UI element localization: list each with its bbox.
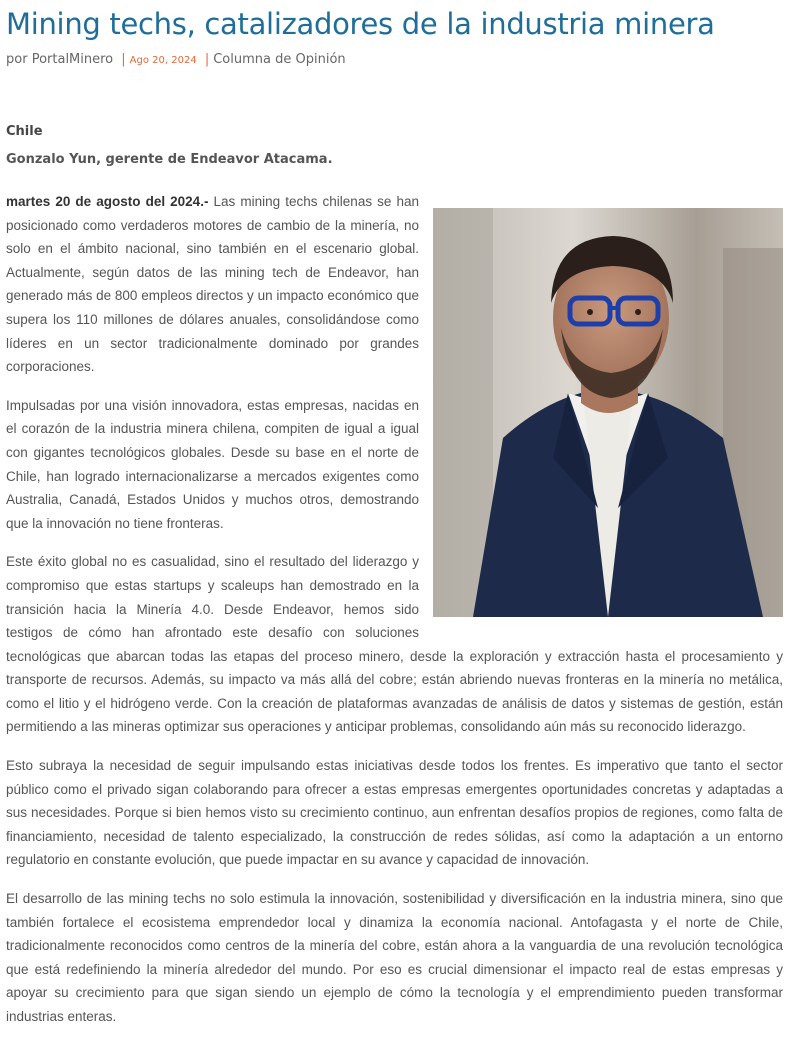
paragraph-1-text: Las mining techs chilenas se han posicionado como verdaderos motores de cambio de la minería, no solo en el ámbito nacional, sino también en el escenario global. Actualmente, según datos de las mining tech de Endeavor, han generado más de 800 empleos directos y un impacto económico que supera los 110 millones de dólares anuales, consolidándose como líderes en un sector tradicionalmente dominado por grandes corporaciones.: [6, 194, 419, 375]
paragraph-3: Este éxito global no es casualidad, sino el resultado del liderazgo y compromiso que estas startups y scaleups han demostrado en la transición hacia la Minería 4.0. Desde Endeavor, hemos sido testigos de cómo han afrontado este desafío con soluciones tecnológicas que abarcan todas las etapas del proceso minero, desde la exploración y extracción hasta el procesamiento y transporte de recursos. Además, su impacto va más allá del cobre; están abriendo nuevas fronteras en la minería no metálica, como el litio y el hidrógeno verde. Con la creación de plataformas avanzadas de análisis de datos y sistemas de gestión, están permitiendo a las mineras optimizar sus operaciones y anticipar problemas, consolidando aún más su reconocido liderazgo.: [6, 554, 783, 735]
meta-prefix: por: [6, 52, 28, 67]
article-byline: Gonzalo Yun, gerente de Endeavor Atacama.: [6, 152, 333, 167]
paragraph-4: Esto subraya la necesidad de seguir impulsando estas iniciativas desde todos los frentes. Es imperativo que tanto el sector público como el privado sigan colaborando para ofrecer a estas empresas emergentes oportunidades concretas y adaptadas a sus necesidades. Porque si bien hemos visto su crecimiento continuo, aun enfrentan desafíos propios de regiones, como falta de financiamiento, necesidad de talento especializado, la construcción de redes sólidas, así como la adaptación a un entorno regulatorio en constante evolución, que puede impactar en su avance y capacidad de innovación.: [6, 758, 783, 868]
meta-author-link[interactable]: PortalMinero: [31, 52, 114, 67]
paragraph-2: Impulsadas por una visión innovadora, estas empresas, nacidas en el corazón de la industria minera chilena, compiten de igual a igual con gigantes tecnológicos globales. Desde su base en el norte de Chile, han logrado internacionalizarse a mercados exigentes como Australia, Canadá, Estados Unidos y muchos otros, demostrando que la innovación no tiene fronteras.: [6, 397, 419, 531]
article-title: Mining techs, catalizadores de la industria minera: [6, 7, 715, 41]
author-portrait-image: [433, 208, 783, 617]
meta-category-link[interactable]: Columna de Opinión: [213, 52, 346, 67]
meta-separator: |: [121, 52, 126, 67]
author-photo: [433, 208, 783, 617]
meta-separator: |: [204, 52, 210, 67]
paragraph-5: El desarrollo de las mining techs no solo estimula la innovación, sostenibilidad y diversificación en la industria minera, sino que también fortalece el ecosistema emprendedor local y dinamiza la economía nacional. Antofagasta y el norte de Chile, tradicionalmente reconocidos como centros de la minería del cobre, están ahora a la vanguardia de una revolución tecnológica que está redefiniendo la minería alrededor del mundo. Por eso es crucial dimensionar el impacto real de estas empresas y apoyar su crecimiento para que sigan siendo un ejemplo de cómo la tecnología y el emprendimiento pueden transformar industrias enteras.: [6, 891, 783, 1024]
meta-date: Ago 20, 2024: [129, 55, 197, 66]
lead-date: martes 20 de agosto del 2024.-: [6, 194, 209, 209]
article-country: Chile: [6, 124, 43, 139]
article-body: [6, 190, 783, 1044]
article-meta: [6, 52, 346, 67]
